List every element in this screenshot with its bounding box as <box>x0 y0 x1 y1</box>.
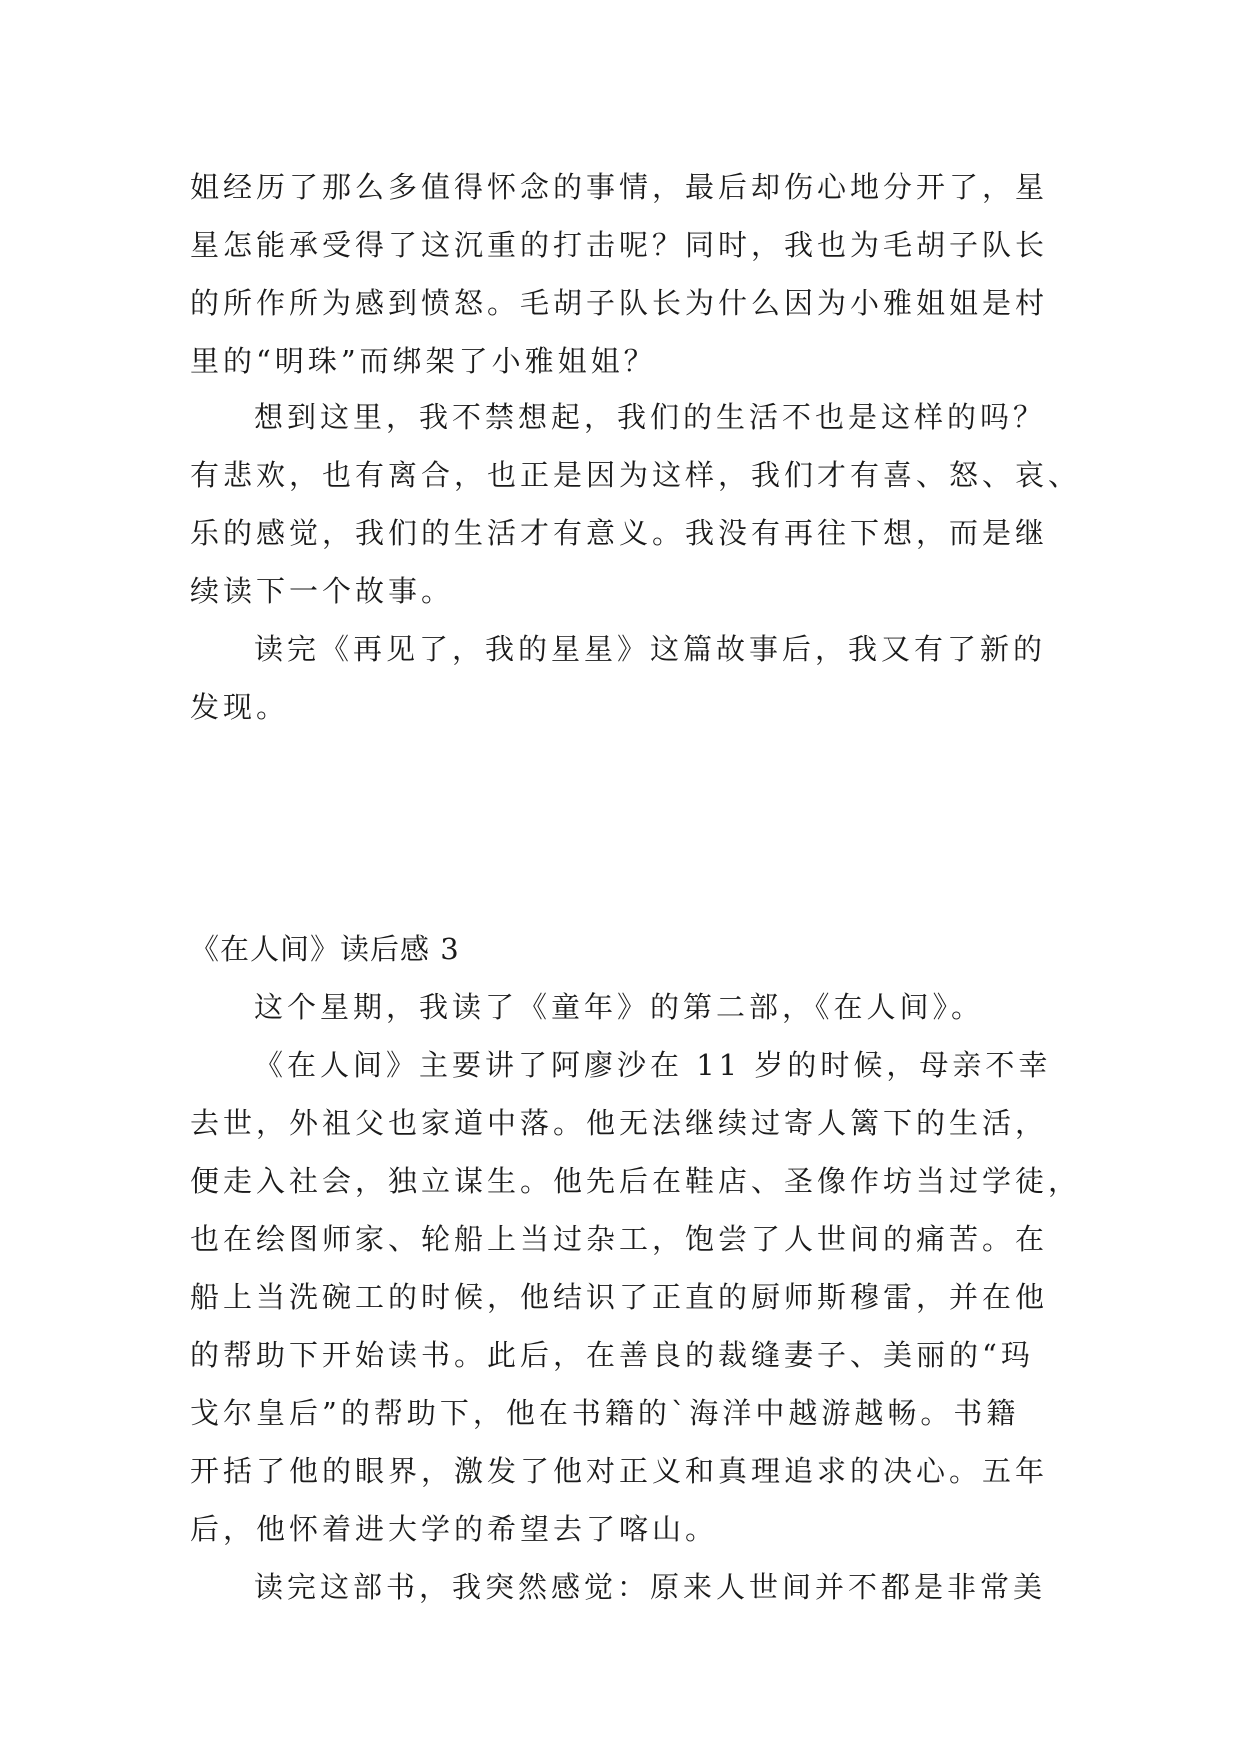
essay-section <box>190 920 1082 1616</box>
text-line: 便走入社会，独立谋生。他先后在鞋店、圣像作坊当过学徒， <box>190 1164 1082 1198</box>
text-line: 里的“明珠”而绑架了小雅姐姐？ <box>190 344 657 378</box>
text-line: 星怎能承受得了这沉重的打击呢？同时，我也为毛胡子队长 <box>190 228 1049 262</box>
text-line: 戈尔皇后”的帮助下，他在书籍的`海洋中越游越畅。书籍 <box>190 1396 1020 1430</box>
text-line: 有悲欢，也有离合，也正是因为这样，我们才有喜、怒、哀、 <box>190 458 1082 492</box>
text-line: 读完这部书，我突然感觉：原来人世间并不都是非常美 <box>254 1570 1047 1604</box>
text-line: 想到这里，我不禁想起，我们的生活不也是这样的吗？ <box>254 400 1047 434</box>
text-line: 的所作所为感到愤怒。毛胡子队长为什么因为小雅姐姐是村 <box>190 286 1049 320</box>
section-intro: 这个星期，我读了《童年》的第二部，《在人间》。 <box>254 990 985 1024</box>
text-line: 读完《再见了，我的星星》这篇故事后，我又有了新的 <box>254 632 1047 666</box>
text-line: 后，他怀着进大学的希望去了喀山。 <box>190 1512 719 1546</box>
text-line: 乐的感觉，我们的生活才有意义。我没有再往下想，而是继 <box>190 516 1049 550</box>
text-line: 去世，外祖父也家道中落。他无法继续过寄人篱下的生活， <box>190 1106 1049 1140</box>
text-line: 也在绘图师家、轮船上当过杂工，饱尝了人世间的痛苦。在 <box>190 1222 1049 1256</box>
text-line: 开括了他的眼界，激发了他对正义和真理追求的决心。五年 <box>190 1454 1049 1488</box>
text-line: 《在人间》主要讲了阿廖沙在 11 岁的时候，母亲不幸 <box>254 1048 1052 1082</box>
text-line: 船上当洗碗工的时候，他结识了正直的厨师斯穆雷，并在他 <box>190 1280 1049 1314</box>
section-title: 《在人间》读后感 3 <box>190 932 460 966</box>
text-line: 的帮助下开始读书。此后，在善良的裁缝妻子、美丽的“玛 <box>190 1338 1034 1372</box>
paragraph-story-continuation <box>190 158 1050 390</box>
text-line: 续读下一个故事。 <box>190 574 455 608</box>
text-line: 姐经历了那么多值得怀念的事情，最后却伤心地分开了，星 <box>190 170 1049 204</box>
paragraph-reflection <box>190 388 1082 736</box>
text-line: 发现。 <box>190 690 290 724</box>
